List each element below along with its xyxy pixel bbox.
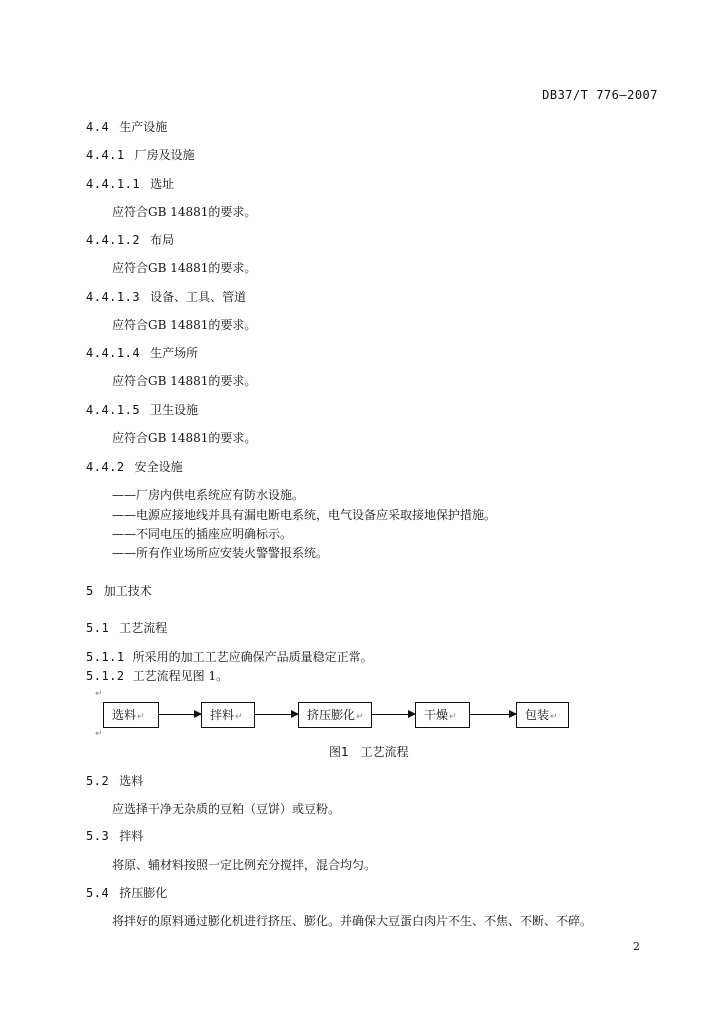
paragraph-4-4-1-1: 应符合GB 14881的要求。 <box>112 205 257 219</box>
section-title: 挤压膨化 <box>119 886 168 900</box>
paragraph-mark: ↵ <box>235 712 243 722</box>
section-number: 4.4 <box>86 120 110 134</box>
flow-step-select-material <box>103 702 159 728</box>
document-id-header: DB37/T 776—2007 <box>542 88 658 102</box>
section-number: 4.4.1.2 <box>86 233 141 247</box>
page-number: 2 <box>633 940 640 953</box>
section-title: 布局 <box>150 233 175 247</box>
paragraph-5-2: 应选择干净无杂质的豆粕（豆饼）或豆粉。 <box>112 802 341 816</box>
flow-step-label: 挤压膨化 <box>307 708 356 722</box>
flow-step-label: 包装 <box>525 708 550 722</box>
paragraph-4-4-1-4: 应符合GB 14881的要求。 <box>112 374 257 388</box>
flow-step-label: 选料 <box>112 708 137 722</box>
list-item: ——电源应接地线并具有漏电断电系统，电气设备应采取接地保护措施。 <box>112 508 497 522</box>
list-item: ——厂房内供电系统应有防水设施。 <box>112 488 305 502</box>
section-title: 生产设施 <box>119 120 168 134</box>
flow-step-mix-material <box>201 702 255 728</box>
section-number: 5.1 <box>86 621 110 635</box>
heading-5-2 <box>86 775 143 787</box>
clause-number: 5.1.1 <box>86 650 125 664</box>
section-title: 设备、工具、管道 <box>150 290 247 304</box>
clause-text: 所采用的加工工艺应确保产品质量稳定正常。 <box>132 650 373 664</box>
flow-step-label: 拌料 <box>210 708 235 722</box>
paragraph-4-4-1-3: 应符合GB 14881的要求。 <box>112 318 257 332</box>
paragraph-4-4-1-2: 应符合GB 14881的要求。 <box>112 261 257 275</box>
paragraph-mark: ↵ <box>356 712 364 722</box>
section-title: 选料 <box>119 774 144 788</box>
section-title: 拌料 <box>119 829 144 843</box>
heading-5 <box>86 585 152 597</box>
section-number: 4.4.2 <box>86 460 125 474</box>
flow-arrow <box>159 714 201 715</box>
section-number: 4.4.1.1 <box>86 177 141 191</box>
flow-arrow <box>255 714 298 715</box>
flow-arrow <box>372 714 415 715</box>
paragraph-5-3: 将原、辅材料按照一定比例充分搅拌，混合均匀。 <box>112 858 377 872</box>
clause-number: 5.1.2 <box>86 669 125 683</box>
section-title: 加工技术 <box>103 584 152 598</box>
section-number: 4.4.1.4 <box>86 346 141 360</box>
paragraph-mark: ↵ <box>449 712 457 722</box>
heading-4-4-1-2 <box>86 234 174 246</box>
section-title: 卫生设施 <box>150 403 199 417</box>
section-title: 安全设施 <box>134 460 183 474</box>
section-number: 4.4.1 <box>86 148 125 162</box>
section-title: 工艺流程 <box>119 621 168 635</box>
section-number: 4.4.1.5 <box>86 403 141 417</box>
paragraph-5-4: 将拌好的原料通过膨化机进行挤压、膨化。并确保大豆蛋白肉片不生、不焦、不断、不碎。 <box>112 914 593 928</box>
paragraph-mark: ↵ <box>550 712 558 722</box>
list-item: ——所有作业场所应安装火警警报系统。 <box>112 546 329 560</box>
heading-4-4-1-4 <box>86 347 198 359</box>
section-title: 生产场所 <box>150 346 199 360</box>
clause-5-1-1 <box>86 651 373 663</box>
section-title: 厂房及设施 <box>134 148 195 162</box>
section-number: 4.4.1.3 <box>86 290 141 304</box>
heading-4-4 <box>86 121 167 133</box>
heading-4-4-1 <box>86 149 195 161</box>
flow-step-drying <box>415 702 470 728</box>
paragraph-mark: ↵ <box>95 689 103 699</box>
flow-step-extrusion <box>298 702 372 728</box>
heading-5-1 <box>86 622 167 634</box>
paragraph-mark: ↵ <box>95 729 103 739</box>
heading-4-4-1-3 <box>86 291 246 303</box>
heading-4-4-1-5 <box>86 404 198 416</box>
flow-step-label: 干燥 <box>424 708 449 722</box>
section-number: 5.3 <box>86 829 110 843</box>
section-number: 5.2 <box>86 774 110 788</box>
list-item: ——不同电压的插座应明确标示。 <box>112 527 293 541</box>
section-number: 5 <box>86 584 94 598</box>
heading-4-4-2 <box>86 461 183 473</box>
heading-5-4 <box>86 887 167 899</box>
heading-4-4-1-1 <box>86 178 174 190</box>
paragraph-mark: ↵ <box>137 712 145 722</box>
clause-text: 工艺流程见图 1。 <box>132 669 229 683</box>
clause-5-1-2 <box>86 670 228 682</box>
paragraph-4-4-1-5: 应符合GB 14881的要求。 <box>112 431 257 445</box>
flow-step-packaging <box>516 702 569 728</box>
heading-5-3 <box>86 830 143 842</box>
section-title: 选址 <box>150 177 175 191</box>
section-number: 5.4 <box>86 886 110 900</box>
figure-caption: 图1 工艺流程 <box>329 745 409 759</box>
flow-arrow <box>470 714 516 715</box>
